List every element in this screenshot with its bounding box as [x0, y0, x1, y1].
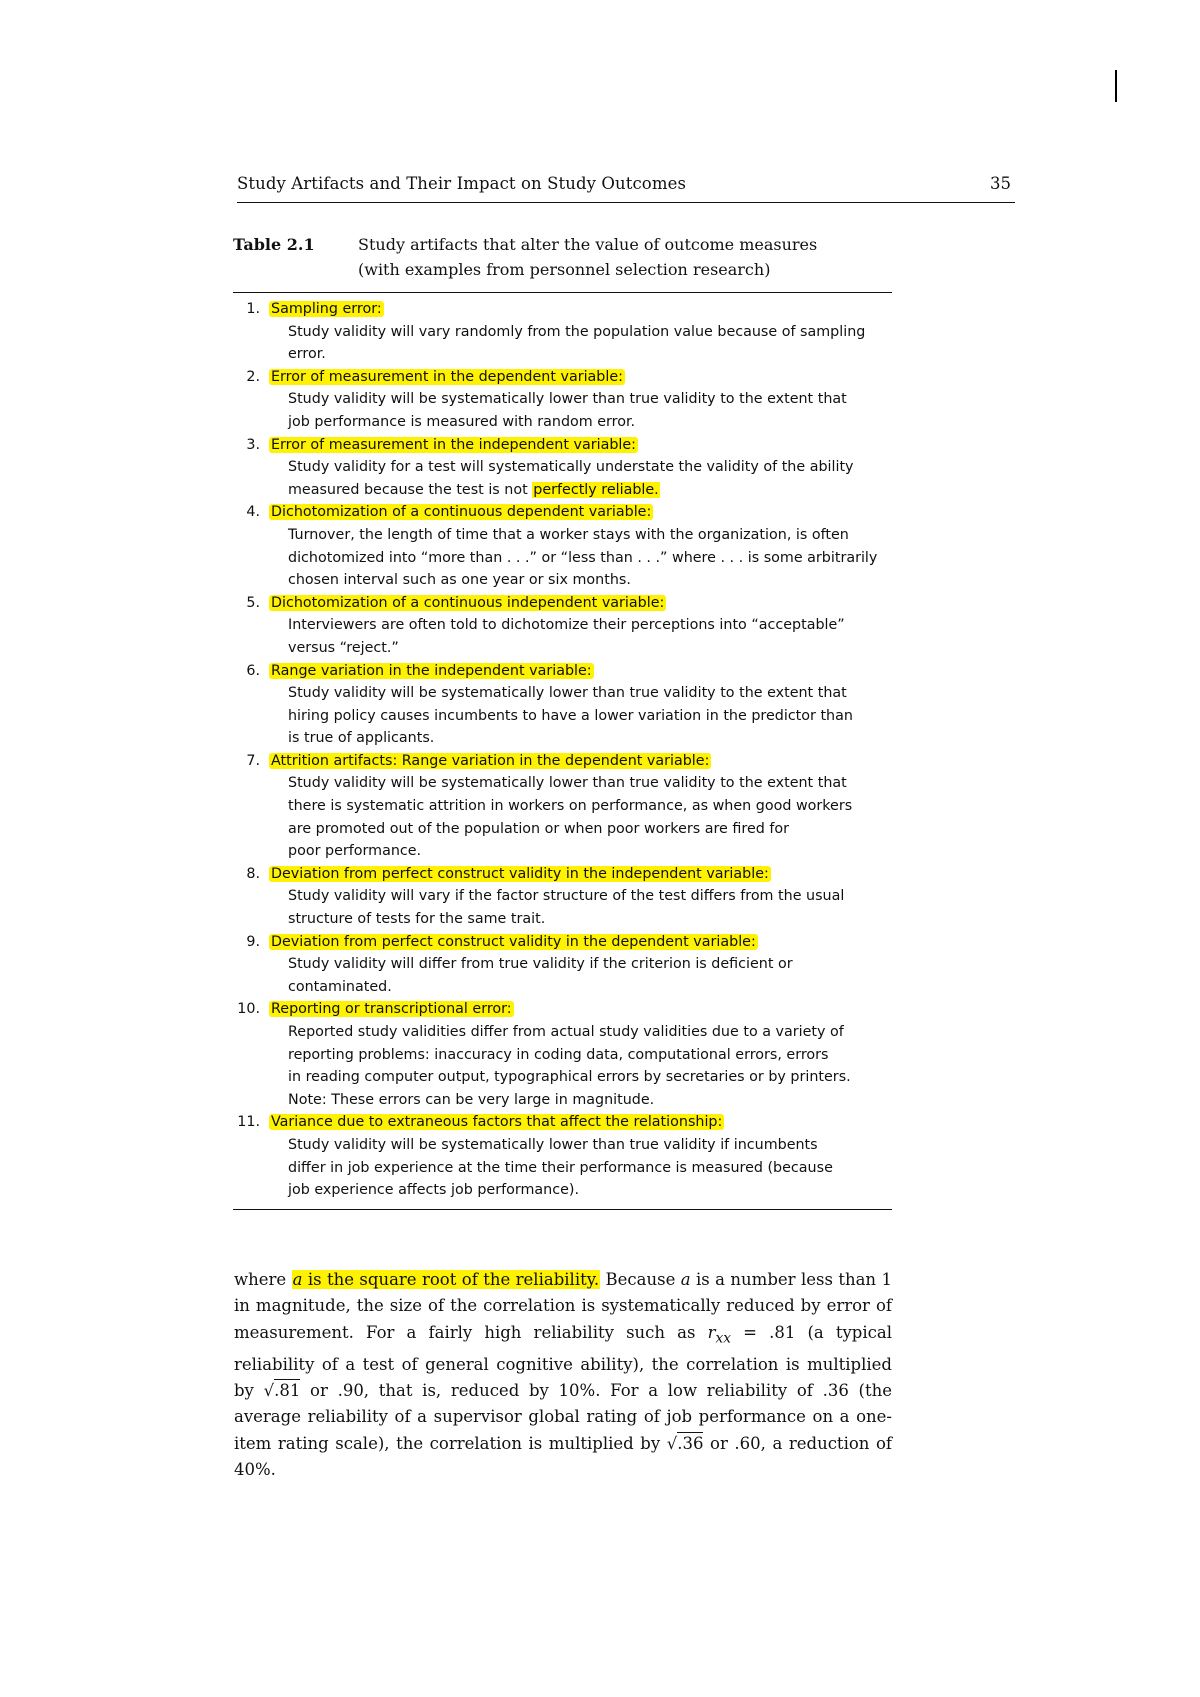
caption-line-2: (with examples from personnel selection research) — [358, 260, 771, 279]
item-description-line: versus “reject.” — [288, 639, 399, 656]
item-number: 9. — [246, 933, 260, 950]
item-number: 6. — [246, 662, 260, 679]
item-number: 8. — [246, 865, 260, 882]
table-label: Table 2.1 — [233, 235, 315, 254]
body-paragraph — [234, 1267, 892, 1484]
item-description-line: there is systematic attrition in workers on performance, as when good workers — [288, 798, 853, 815]
item-heading-text: Variance due to extraneous factors that affect the relationship: — [271, 1114, 723, 1131]
page-number: 35 — [990, 174, 1011, 193]
item-heading-text: Dichotomization of a continuous independent variable: — [271, 594, 665, 611]
item-number: 3. — [246, 436, 260, 453]
item-description-line: Turnover, the length of time that a worker stays with the organization, is often — [288, 526, 849, 543]
text-eq: = .81 (a typical reliability of a test of general cognitive ability), the correlation is multiplied by — [234, 1322, 892, 1400]
table-bottom-rule — [233, 1209, 892, 1210]
highlight-square-root — [292, 1270, 601, 1289]
text-because: Because — [600, 1270, 681, 1289]
item-heading-text: Attrition artifacts: Range variation in the dependent variable: — [271, 752, 710, 769]
item-number: 2. — [246, 368, 260, 385]
item-heading — [269, 863, 893, 886]
text-rest-2: or .90, that is, reduced by 10%. For a low reliability of .36 (the average reliability of a supervisor global rating of job performance on a one-item rating scale), the correlation is multiplied by — [234, 1380, 892, 1453]
list-item — [233, 1111, 893, 1201]
var-a-2: a — [680, 1270, 691, 1289]
text-square-root: is the square root of the reliability. — [302, 1270, 600, 1289]
item-heading — [269, 660, 893, 683]
item-description-line: job experience affects job performance). — [288, 1182, 580, 1199]
item-description-line: Note: These errors can be very large in magnitude. — [288, 1091, 655, 1108]
item-heading — [269, 298, 893, 321]
item-heading-text: Error of measurement in the independent variable: — [271, 436, 637, 453]
list-item — [233, 501, 893, 591]
item-description-line: reporting problems: inaccuracy in coding data, computational errors, errors — [288, 1046, 829, 1063]
sqrt-36: .36 — [677, 1433, 704, 1453]
item-heading — [269, 366, 893, 389]
item-description-line: Study validity will differ from true validity if the criterion is deficient or — [288, 956, 793, 973]
item-number: 10. — [237, 1001, 260, 1018]
list-item — [233, 660, 893, 750]
caption-line-1: Study artifacts that alter the value of outcome measures — [358, 235, 818, 254]
list-item — [233, 298, 893, 366]
item-heading-text: Error of measurement in the dependent variable: — [271, 368, 623, 385]
item-description-line: structure of tests for the same trait. — [288, 911, 546, 928]
item-number: 11. — [237, 1114, 260, 1131]
item-description-line: Study validity will be systematically lower than true validity if incumbents — [288, 1136, 818, 1153]
item-description-line: error. — [288, 346, 326, 363]
item-heading — [269, 434, 893, 457]
item-description-line: differ in job experience at the time their performance is measured (because — [288, 1159, 833, 1176]
item-description-line: poor performance. — [288, 843, 422, 860]
var-r-subscript: xx — [715, 1330, 731, 1347]
item-description-line: Study validity will be systematically lower than true validity to the extent that — [288, 685, 847, 702]
item-heading-text: Deviation from perfect construct validity in the independent variable: — [271, 865, 769, 882]
list-item — [233, 931, 893, 999]
text-rest-1: is a number less than 1 in magnitude, the size of the correlation is systematically reduced by error of measurement. For a fairly high reliability such as — [234, 1270, 892, 1342]
running-head — [237, 172, 1015, 203]
item-description-line: in reading computer output, typographical errors by secretaries or by printers. — [288, 1069, 851, 1086]
item-description-line: is true of applicants. — [288, 730, 435, 747]
table-caption-text — [358, 232, 817, 282]
artifact-list — [233, 298, 893, 1202]
description-text: measured because the test is not — [288, 481, 533, 498]
item-description-line: dichotomized into “more than . . .” or “less than . . .” where . . . is some arbitrarily — [288, 549, 878, 566]
item-description-line: hiring policy causes incumbents to have a lower variation in the predictor than — [288, 707, 853, 724]
item-description-line — [288, 479, 893, 502]
running-head-title: Study Artifacts and Their Impact on Study Outcomes — [237, 174, 687, 193]
item-heading-text: Range variation in the independent variable: — [271, 662, 592, 679]
sqrt-symbol: √ — [263, 1380, 275, 1400]
text-where: where — [234, 1270, 292, 1289]
item-heading-text: Deviation from perfect construct validity in the dependent variable: — [271, 933, 756, 950]
item-description-line: Interviewers are often told to dichotomize their perceptions into “acceptable” — [288, 617, 845, 634]
item-heading — [269, 592, 893, 615]
item-heading — [269, 998, 893, 1021]
sqrt-symbol-2: √ — [666, 1433, 678, 1453]
item-heading-text: Dichotomization of a continuous dependent variable: — [271, 504, 652, 521]
item-description-line: Reported study validities differ from actual study validities due to a variety of — [288, 1024, 844, 1040]
table-top-rule — [233, 292, 892, 293]
item-heading-text: Sampling error: — [271, 301, 382, 317]
item-number: 5. — [246, 594, 260, 611]
item-heading — [269, 1111, 893, 1134]
list-item — [233, 998, 893, 1111]
item-description-line: job performance is measured with random error. — [288, 413, 636, 430]
var-a: a — [292, 1270, 303, 1289]
highlight-perfectly-reliable: perfectly reliable. — [533, 481, 659, 498]
item-description-line: Study validity for a test will systematically understate the validity of the ability — [288, 459, 854, 476]
item-heading-text: Reporting or transcriptional error: — [271, 1001, 512, 1018]
item-description-line: are promoted out of the population or when poor workers are fired for — [288, 820, 790, 837]
item-number: 7. — [246, 752, 260, 769]
sqrt-81: .81 — [274, 1380, 301, 1400]
list-item — [233, 366, 893, 434]
item-description-line: Study validity will vary if the factor structure of the test differs from the usual — [288, 888, 845, 905]
list-item — [233, 863, 893, 931]
item-description-line: chosen interval such as one year or six months. — [288, 572, 631, 589]
item-description-line: Study validity will be systematically lower than true validity to the extent that — [288, 391, 847, 408]
list-item — [233, 434, 893, 502]
item-heading — [269, 750, 893, 773]
item-heading — [269, 931, 893, 954]
var-r: r — [707, 1322, 716, 1342]
crop-mark — [1115, 70, 1117, 102]
item-description-line: Study validity will vary randomly from the population value because of sampling — [288, 323, 866, 340]
item-heading — [269, 501, 893, 524]
item-description-line: Study validity will be systematically lower than true validity to the extent that — [288, 775, 847, 792]
item-number: 4. — [246, 504, 260, 521]
item-number: 1. — [246, 301, 260, 317]
list-item — [233, 750, 893, 863]
text-rest-3: or .60, a reduction of 40%. — [234, 1433, 893, 1480]
list-item — [233, 592, 893, 660]
item-description-line: contaminated. — [288, 978, 392, 995]
